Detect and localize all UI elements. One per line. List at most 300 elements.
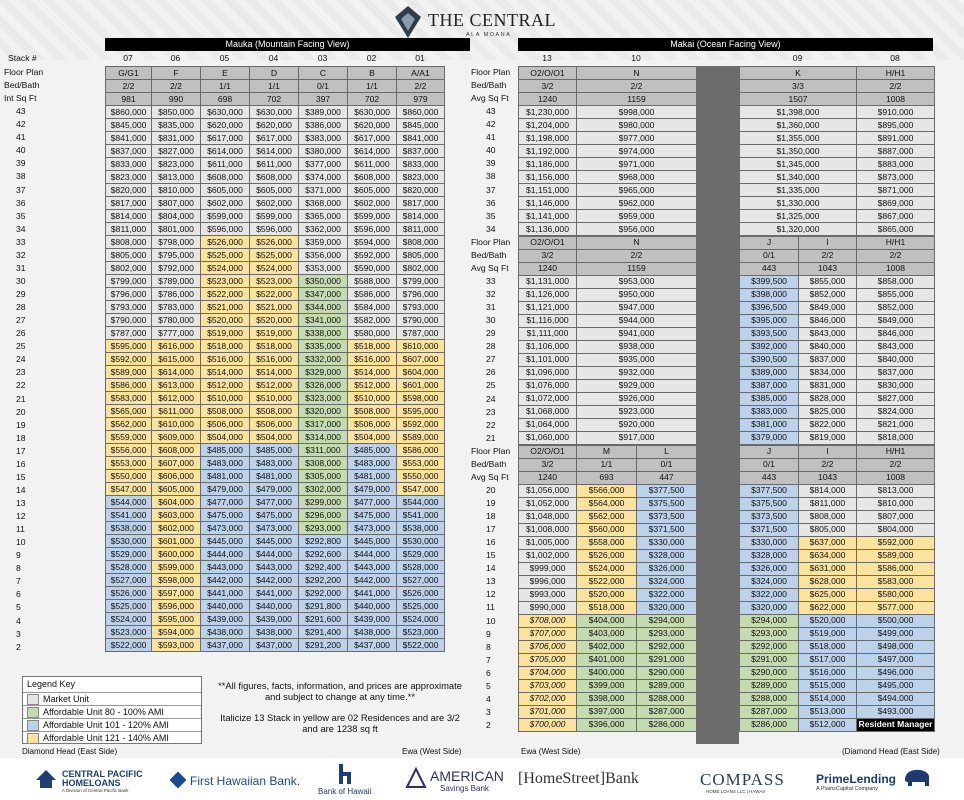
- price-cell: $289,000: [637, 679, 697, 692]
- price-cell: $953,000: [577, 275, 697, 288]
- price-cell: $1,186,000: [519, 158, 577, 171]
- floor-number: 25: [16, 341, 26, 352]
- price-cell: $594,000: [348, 236, 397, 249]
- price-cell: $944,000: [577, 314, 697, 327]
- price-cell: $845,000: [106, 119, 152, 132]
- spec-cell: 702: [250, 93, 299, 106]
- floor-number: 20: [16, 406, 26, 417]
- table-row: [106, 561, 445, 574]
- price-cell: $1,151,000: [519, 184, 577, 197]
- price-cell: $510,000: [348, 392, 397, 405]
- spec-cell: 0/1: [740, 249, 799, 262]
- price-cell: $598,000: [152, 574, 201, 587]
- floor-number: 7: [16, 576, 21, 587]
- price-cell: $377,500: [637, 484, 697, 497]
- brand-header: [394, 5, 574, 41]
- price-cell: $602,000: [348, 197, 397, 210]
- price-cell: $965,000: [577, 184, 697, 197]
- legend-swatch: [27, 707, 39, 718]
- legend-label: Affordable Unit 121 - 140% AMI: [43, 733, 169, 743]
- price-cell: $592,000: [857, 536, 935, 549]
- floor-number: 32: [16, 249, 26, 260]
- boh-logo-icon: [334, 762, 360, 786]
- price-cell: $332,000: [299, 353, 348, 366]
- price-cell: $524,000: [250, 262, 299, 275]
- price-cell: $596,000: [152, 600, 201, 613]
- price-cell: $1,131,000: [519, 275, 577, 288]
- spec-cell: 1008: [857, 93, 935, 106]
- price-cell: $828,000: [799, 392, 857, 405]
- price-cell: $860,000: [106, 106, 152, 119]
- price-cell: $353,000: [299, 262, 348, 275]
- price-cell: $485,000: [348, 444, 397, 457]
- price-cell: $381,000: [740, 418, 799, 431]
- price-cell: $387,000: [740, 379, 799, 392]
- floor-number: 26: [16, 328, 26, 339]
- price-cell: $804,000: [857, 523, 935, 536]
- price-cell: $871,000: [857, 184, 935, 197]
- legend-label: Affordable Unit 80 - 100% AMI: [43, 707, 164, 717]
- price-cell: $290,000: [637, 666, 697, 679]
- price-cell: $293,000: [740, 627, 799, 640]
- price-cell: $396,000: [577, 718, 637, 731]
- price-cell: $845,000: [397, 119, 445, 132]
- spec-cell: D: [250, 67, 299, 80]
- stack-number: 01: [415, 53, 425, 63]
- price-cell: $288,000: [637, 692, 697, 705]
- price-cell: $522,000: [106, 639, 152, 652]
- price-cell: $611,000: [348, 158, 397, 171]
- price-cell: $386,000: [299, 119, 348, 132]
- price-cell: $526,000: [106, 587, 152, 600]
- stack-number: 07: [123, 53, 133, 63]
- price-cell: $614,000: [348, 145, 397, 158]
- price-cell: $292,800: [299, 535, 348, 548]
- price-cell: $1,230,000: [519, 106, 577, 119]
- floor-number: 40: [486, 145, 496, 156]
- floor-number: 35: [16, 210, 26, 221]
- makai-header: Makai (Ocean Facing View): [518, 38, 933, 51]
- table-row: [106, 366, 445, 379]
- price-cell: $589,000: [106, 366, 152, 379]
- price-cell: $437,000: [201, 639, 250, 652]
- price-cell: $867,000: [857, 210, 935, 223]
- price-cell: $595,000: [397, 405, 445, 418]
- legend-swatch: [27, 694, 39, 705]
- price-cell: $783,000: [152, 301, 201, 314]
- floor-number: 34: [486, 223, 496, 234]
- price-cell: $473,000: [201, 522, 250, 535]
- legend-key: [22, 676, 202, 744]
- price-cell: $1,360,000: [740, 119, 857, 132]
- spec-cell: 1008: [857, 471, 935, 484]
- price-cell: $375,500: [740, 497, 799, 510]
- price-cell: $824,000: [857, 405, 935, 418]
- floor-number: 20: [486, 484, 496, 495]
- price-cell: $519,000: [201, 327, 250, 340]
- price-cell: $1,096,000: [519, 366, 577, 379]
- price-cell: $553,000: [397, 457, 445, 470]
- spec-cell: 1507: [740, 93, 857, 106]
- price-cell: $616,000: [152, 340, 201, 353]
- price-cell: $553,000: [106, 457, 152, 470]
- spec-label: Avg Sq Ft: [471, 93, 509, 104]
- price-cell: $525,000: [397, 600, 445, 613]
- price-cell: $493,000: [857, 705, 935, 718]
- price-cell: $1,008,000: [519, 523, 577, 536]
- price-cell: $437,000: [250, 639, 299, 652]
- price-cell: $588,000: [348, 275, 397, 288]
- price-cell: $1,146,000: [519, 197, 577, 210]
- price-cell: $790,000: [397, 314, 445, 327]
- price-cell: $932,000: [577, 366, 697, 379]
- price-cell: $821,000: [857, 418, 935, 431]
- fhb-logo-icon: [170, 772, 186, 788]
- table-row: [106, 574, 445, 587]
- price-cell: $841,000: [106, 132, 152, 145]
- price-cell: $506,000: [201, 418, 250, 431]
- price-cell: $630,000: [201, 106, 250, 119]
- floor-number: 3: [16, 628, 21, 639]
- spec-label: Bed/Bath: [471, 458, 507, 469]
- price-cell: $377,000: [299, 158, 348, 171]
- price-cell: $808,000: [106, 236, 152, 249]
- price-cell: $512,000: [348, 379, 397, 392]
- spec-cell: 990: [152, 93, 201, 106]
- spec-cell: 447: [637, 471, 697, 484]
- floor-number: 29: [486, 328, 496, 339]
- price-cell: $614,000: [250, 145, 299, 158]
- floor-number: 41: [486, 132, 496, 143]
- price-cell: $440,000: [348, 600, 397, 613]
- price-cell: $1,156,000: [519, 171, 577, 184]
- spec-cell: G/G1: [106, 67, 152, 80]
- price-cell: $566,000: [577, 484, 637, 497]
- floor-number: 42: [486, 119, 496, 130]
- buffalo-logo-icon: [902, 766, 932, 788]
- spec-label: Floor Plan: [471, 236, 511, 247]
- price-cell: $1,192,000: [519, 145, 577, 158]
- price-cell: $514,000: [799, 692, 857, 705]
- floor-number: 5: [486, 680, 491, 691]
- price-cell: $494,000: [857, 692, 935, 705]
- price-cell: $602,000: [152, 522, 201, 535]
- price-cell: $607,000: [397, 353, 445, 366]
- price-cell: $291,000: [637, 653, 697, 666]
- price-cell: $290,000: [740, 666, 799, 679]
- price-cell: $439,000: [250, 613, 299, 626]
- price-cell: $475,000: [348, 509, 397, 522]
- floor-number: 19: [486, 497, 496, 508]
- table-row: [106, 522, 445, 535]
- price-cell: $292,200: [299, 574, 348, 587]
- spec-cell: 1240: [519, 93, 577, 106]
- spec-cell: 1240: [519, 262, 577, 275]
- price-cell: $602,000: [201, 197, 250, 210]
- price-cell: $947,000: [577, 301, 697, 314]
- price-cell: $518,000: [348, 340, 397, 353]
- price-cell: $1,068,000: [519, 405, 577, 418]
- resident-manager-cell: Resident Manager: [858, 719, 933, 730]
- price-cell: $521,000: [250, 301, 299, 314]
- price-cell: $837,000: [857, 366, 935, 379]
- price-cell: $630,000: [250, 106, 299, 119]
- spec-cell: 0/1: [740, 458, 799, 471]
- floor-number: 34: [16, 223, 26, 234]
- table-row: [106, 158, 445, 171]
- price-cell: $849,000: [857, 314, 935, 327]
- price-cell: $823,000: [397, 171, 445, 184]
- legend-item: [23, 731, 201, 744]
- spec-cell: J: [740, 445, 799, 458]
- compass-name: COMPASS: [700, 770, 785, 789]
- price-cell: $481,000: [348, 470, 397, 483]
- price-cell: $704,000: [519, 666, 577, 679]
- price-cell: $620,000: [250, 119, 299, 132]
- price-cell: $787,000: [397, 327, 445, 340]
- price-cell: $599,000: [152, 561, 201, 574]
- price-cell: $708,000: [519, 614, 577, 627]
- price-cell: $475,000: [250, 509, 299, 522]
- price-cell: $617,000: [348, 132, 397, 145]
- price-cell: $614,000: [152, 366, 201, 379]
- floor-number: 35: [486, 210, 496, 221]
- spec-cell: 702: [348, 93, 397, 106]
- price-cell: $998,000: [577, 106, 697, 119]
- price-cell: $529,000: [397, 548, 445, 561]
- price-cell: $512,000: [250, 379, 299, 392]
- price-cell: $609,000: [152, 431, 201, 444]
- price-cell: $999,000: [519, 562, 577, 575]
- price-cell: $286,000: [637, 718, 697, 731]
- price-cell: $443,000: [201, 561, 250, 574]
- price-cell: $524,000: [106, 613, 152, 626]
- price-cell: $399,000: [577, 679, 637, 692]
- spec-cell: E: [201, 67, 250, 80]
- price-cell: $597,000: [152, 587, 201, 600]
- spec-cell: 2/2: [577, 80, 697, 93]
- price-cell: $564,000: [577, 497, 637, 510]
- price-cell: $438,000: [201, 626, 250, 639]
- price-cell: $289,000: [740, 679, 799, 692]
- price-cell: $823,000: [106, 171, 152, 184]
- price-cell: $565,000: [106, 405, 152, 418]
- price-cell: $292,000: [637, 640, 697, 653]
- price-cell: $637,000: [799, 536, 857, 549]
- price-cell: $379,000: [740, 431, 799, 444]
- price-cell: $444,000: [201, 548, 250, 561]
- price-cell: $520,000: [577, 588, 637, 601]
- price-cell: $808,000: [397, 236, 445, 249]
- floor-number: 8: [486, 641, 491, 652]
- floor-number: 28: [16, 302, 26, 313]
- price-cell: $834,000: [799, 366, 857, 379]
- table-row: [106, 483, 445, 496]
- price-cell: $805,000: [799, 523, 857, 536]
- price-cell: $444,000: [250, 548, 299, 561]
- price-cell: $514,000: [250, 366, 299, 379]
- price-cell: $442,000: [348, 574, 397, 587]
- price-cell: $580,000: [857, 588, 935, 601]
- floor-number: 9: [486, 628, 491, 639]
- price-cell: $799,000: [397, 275, 445, 288]
- price-cell: $508,000: [201, 405, 250, 418]
- the-central-logo-icon: [394, 5, 422, 39]
- floor-number: 9: [16, 550, 21, 561]
- price-cell: $291,400: [299, 626, 348, 639]
- price-cell: $610,000: [397, 340, 445, 353]
- price-cell: $600,000: [152, 548, 201, 561]
- price-cell: $1,005,000: [519, 536, 577, 549]
- price-cell: $846,000: [857, 327, 935, 340]
- price-cell: $526,000: [250, 236, 299, 249]
- floor-number: 18: [486, 511, 496, 522]
- price-cell: $968,000: [577, 171, 697, 184]
- price-cell: $707,000: [519, 627, 577, 640]
- price-cell: $308,000: [299, 457, 348, 470]
- stack-number: 02: [366, 53, 377, 63]
- price-cell: $475,000: [201, 509, 250, 522]
- price-cell: $833,000: [106, 158, 152, 171]
- floor-number: 6: [16, 589, 21, 600]
- price-cell: $818,000: [857, 431, 935, 444]
- price-cell: $798,000: [152, 236, 201, 249]
- price-cell: $614,000: [201, 145, 250, 158]
- price-cell: $802,000: [106, 262, 152, 275]
- price-cell: $442,000: [201, 574, 250, 587]
- price-cell: $530,000: [397, 535, 445, 548]
- price-cell: $599,000: [348, 210, 397, 223]
- price-cell: $375,500: [637, 497, 697, 510]
- price-cell: $1,330,000: [740, 197, 857, 210]
- price-cell: $596,000: [348, 223, 397, 236]
- floor-number: 23: [16, 367, 26, 378]
- price-cell: $702,000: [519, 692, 577, 705]
- price-cell: $819,000: [799, 431, 857, 444]
- price-cell: $445,000: [250, 535, 299, 548]
- price-cell: $1,116,000: [519, 314, 577, 327]
- price-cell: $605,000: [152, 483, 201, 496]
- price-cell: $520,000: [201, 314, 250, 327]
- price-cell: $802,000: [397, 262, 445, 275]
- price-cell: $777,000: [152, 327, 201, 340]
- price-cell: $328,000: [740, 549, 799, 562]
- price-cell: $841,000: [397, 132, 445, 145]
- stack-number: 08: [890, 53, 900, 63]
- spec-cell: F: [152, 67, 201, 80]
- table-row: [106, 288, 445, 301]
- price-cell: $617,000: [201, 132, 250, 145]
- price-cell: $1,204,000: [519, 119, 577, 132]
- spec-cell: O2/O/O1: [519, 445, 577, 458]
- price-cell: $402,000: [577, 640, 637, 653]
- price-cell: $703,000: [519, 679, 577, 692]
- price-cell: $291,000: [740, 653, 799, 666]
- brand-name: THE CENTRAL: [428, 10, 556, 30]
- price-cell: $292,000: [299, 587, 348, 600]
- price-cell: $1,076,000: [519, 379, 577, 392]
- price-cell: $442,000: [250, 574, 299, 587]
- price-cell: $1,141,000: [519, 210, 577, 223]
- price-cell: $528,000: [397, 561, 445, 574]
- price-cell: $801,000: [152, 223, 201, 236]
- price-cell: $599,000: [201, 210, 250, 223]
- spec-cell: 1043: [799, 262, 857, 275]
- price-cell: $371,000: [299, 184, 348, 197]
- price-cell: $523,000: [250, 275, 299, 288]
- price-cell: $865,000: [857, 223, 935, 236]
- price-cell: $1,072,000: [519, 392, 577, 405]
- price-cell: $805,000: [106, 249, 152, 262]
- floor-number: 30: [16, 275, 26, 286]
- price-cell: $586,000: [106, 379, 152, 392]
- price-cell: $398,000: [577, 692, 637, 705]
- spec-cell: 1/1: [577, 458, 637, 471]
- price-cell: $294,000: [637, 614, 697, 627]
- price-cell: $521,000: [201, 301, 250, 314]
- price-cell: $512,000: [201, 379, 250, 392]
- table-row: [106, 145, 445, 158]
- spec-cell: 1159: [577, 93, 697, 106]
- floor-number: 24: [486, 393, 496, 404]
- price-cell: $473,000: [348, 522, 397, 535]
- legend-item: [23, 718, 201, 731]
- floor-number: 17: [16, 445, 26, 456]
- fhb-name: First Hawaiian Bank.: [190, 774, 301, 788]
- table-row: [106, 236, 445, 249]
- price-cell: $527,000: [106, 574, 152, 587]
- floor-number: 28: [486, 341, 496, 352]
- floor-number: 13: [16, 497, 26, 508]
- price-cell: $974,000: [577, 145, 697, 158]
- price-cell: $577,000: [857, 601, 935, 614]
- price-cell: $341,000: [299, 314, 348, 327]
- spec-cell: H/H1: [857, 67, 935, 80]
- primelending-sub: A PlainsCapital Company: [816, 786, 879, 792]
- price-cell: $606,000: [152, 470, 201, 483]
- price-cell: $525,000: [106, 600, 152, 613]
- italic-note: Italicize 13 Stack in yellow are 02 Residences and are 3/2 and are 1238 sq ft: [220, 712, 460, 734]
- price-cell: $1,136,000: [519, 223, 577, 236]
- price-cell: $320,000: [299, 405, 348, 418]
- price-cell: $544,000: [106, 496, 152, 509]
- floor-number: 33: [486, 275, 496, 286]
- price-cell: $371,500: [740, 523, 799, 536]
- sponsor-footer: [0, 758, 964, 800]
- price-cell: $605,000: [250, 184, 299, 197]
- price-cell: $365,000: [299, 210, 348, 223]
- price-cell: $873,000: [857, 171, 935, 184]
- spec-cell: A/A1: [397, 67, 445, 80]
- price-cell: $437,000: [348, 639, 397, 652]
- price-cell: $395,000: [740, 314, 799, 327]
- price-cell: $833,000: [397, 158, 445, 171]
- price-cell: $330,000: [637, 536, 697, 549]
- price-cell: $817,000: [397, 197, 445, 210]
- floor-number: 3: [486, 706, 491, 717]
- floor-number: 36: [486, 197, 496, 208]
- price-cell: $831,000: [152, 132, 201, 145]
- price-cell: $347,000: [299, 288, 348, 301]
- price-cell: $814,000: [397, 210, 445, 223]
- price-cell: $615,000: [152, 353, 201, 366]
- price-cell: $371,500: [637, 523, 697, 536]
- price-cell: $808,000: [799, 510, 857, 523]
- price-cell: $1,002,000: [519, 549, 577, 562]
- floor-number: 31: [486, 302, 496, 313]
- stack-number: 06: [170, 53, 181, 63]
- price-cell: $541,000: [397, 509, 445, 522]
